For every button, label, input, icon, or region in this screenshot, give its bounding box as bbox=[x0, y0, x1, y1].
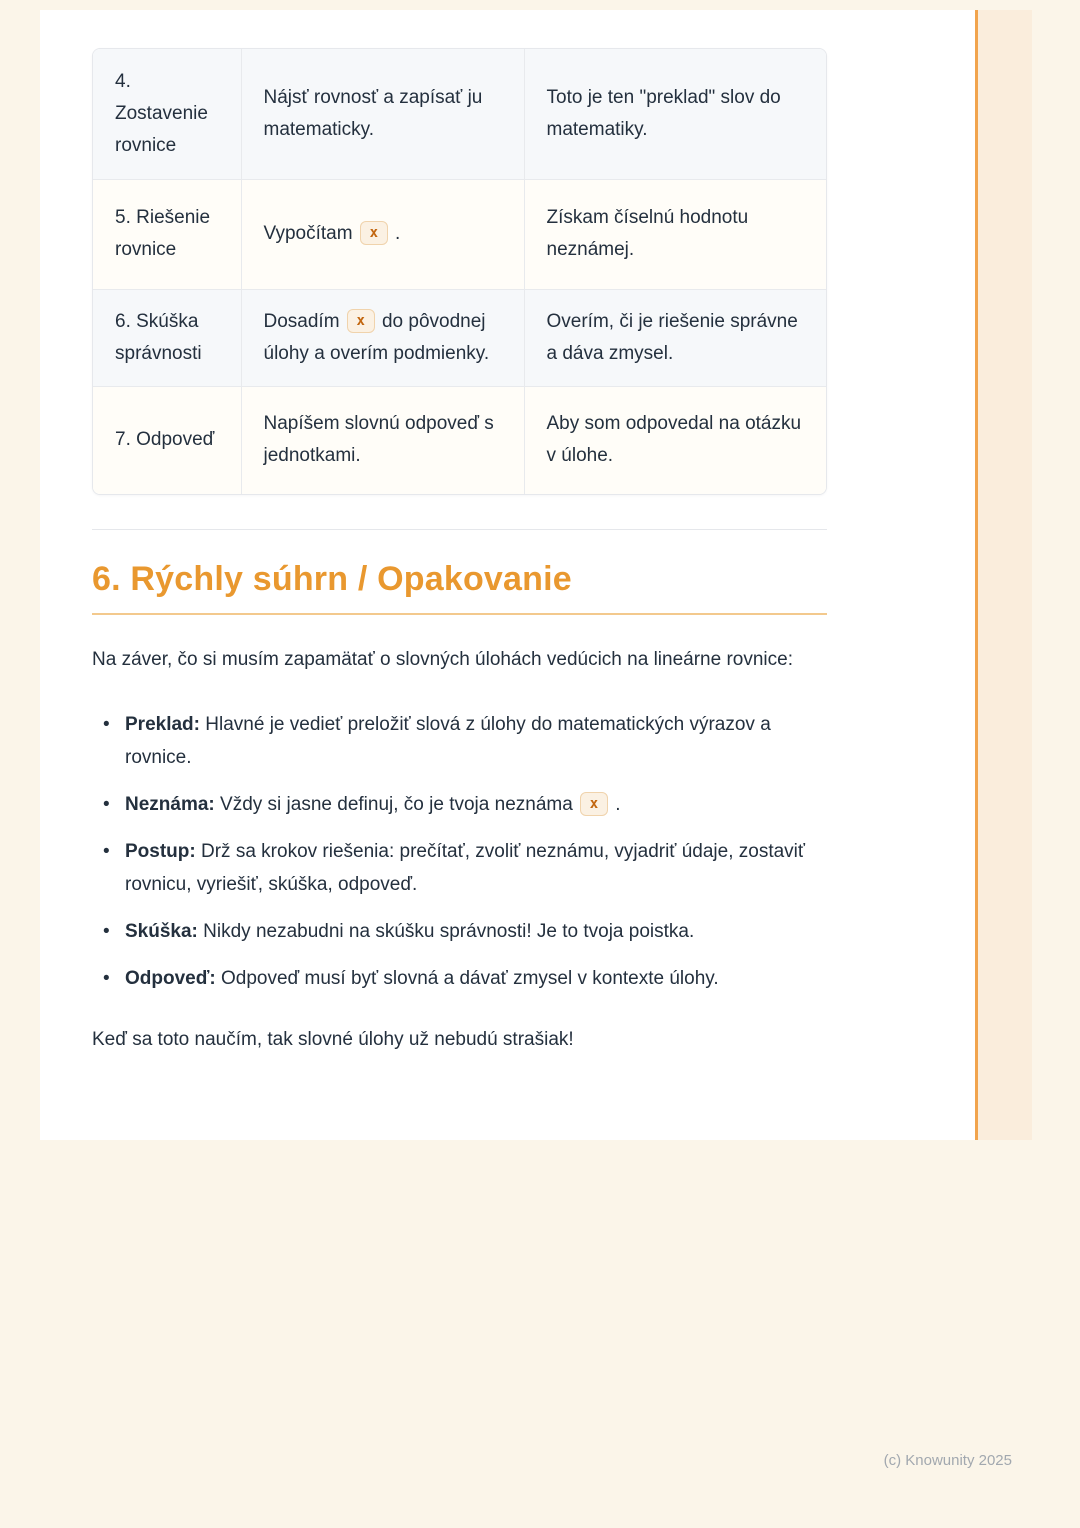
step-text: 6. Skúška správnosti bbox=[115, 310, 202, 364]
step-text: 5. Riešenie rovnice bbox=[115, 207, 211, 260]
cell-why bbox=[524, 289, 827, 386]
step-text: 7. Odpoveď bbox=[115, 429, 215, 451]
how-text: Napíšem slovnú odpoveď s jednotkami. bbox=[263, 413, 494, 467]
bullet-text: Drž sa krokov riešenia: prečítať, zvoliť neznámu, vyjadriť údaje, zostaviť rovnicu, vyriešiť, skúška, odpoveď. bbox=[125, 841, 806, 896]
bullet-text: Nikdy nezabudni na skúšku správnosti! Je to tvoja poistka. bbox=[203, 921, 695, 943]
how-text: Vypočítam bbox=[263, 223, 353, 245]
how-text: Dosadím bbox=[263, 310, 340, 332]
bullet-text: Hlavné je vedieť preložiť slová z úlohy do matematických výrazov a rovnice. bbox=[125, 714, 771, 769]
bullet-label: Postup: bbox=[125, 841, 196, 863]
bullet-text: . bbox=[615, 794, 621, 816]
section-heading: 6. Rýchly súhrn / Opakovanie bbox=[92, 560, 572, 598]
list-item bbox=[92, 962, 827, 995]
bullet-text: Odpoveď musí byť slovná a dávať zmysel v kontexte úlohy. bbox=[221, 968, 719, 990]
cell-step bbox=[93, 179, 241, 289]
table-row bbox=[93, 49, 827, 179]
cell-why bbox=[524, 49, 827, 179]
cell-step bbox=[93, 49, 241, 179]
cell-how bbox=[241, 289, 524, 386]
table-row bbox=[93, 386, 827, 494]
summary-list bbox=[92, 708, 827, 995]
how-text: . bbox=[395, 223, 401, 245]
document-content bbox=[40, 10, 975, 1140]
heading-underline bbox=[92, 613, 827, 615]
copyright-footer: (c) Knowunity 2025 bbox=[883, 1452, 1012, 1469]
bullet-label: Preklad: bbox=[125, 714, 200, 736]
table-row bbox=[93, 179, 827, 289]
cell-step bbox=[93, 289, 241, 386]
section-divider bbox=[92, 529, 827, 530]
x-variable-badge: x bbox=[580, 792, 608, 816]
list-item bbox=[92, 708, 827, 774]
table-row bbox=[93, 289, 827, 386]
cell-why bbox=[524, 386, 827, 494]
why-text: Overím, či je riešenie správne a dáva zmysel. bbox=[546, 310, 798, 364]
side-band bbox=[978, 10, 1032, 1140]
list-item bbox=[92, 915, 827, 948]
intro-paragraph: Na záver, čo si musím zapamätať o slovných úlohách vedúcich na lineárne rovnice: bbox=[92, 649, 793, 670]
x-variable-badge: x bbox=[347, 309, 375, 333]
step-text: 4. Zostavenie rovnice bbox=[115, 70, 208, 156]
cell-how bbox=[241, 386, 524, 494]
why-text: Aby som odpovedal na otázku v úlohe. bbox=[546, 413, 802, 467]
document-sheet bbox=[40, 10, 1032, 1140]
list-item bbox=[92, 788, 827, 821]
outro-paragraph: Keď sa toto naučím, tak slovné úlohy už nebudú strašiak! bbox=[92, 1029, 574, 1051]
why-text: Toto je ten "preklad" slov do matematiky. bbox=[546, 86, 781, 140]
bullet-label: Skúška: bbox=[125, 921, 198, 943]
bullet-label: Odpoveď: bbox=[125, 968, 216, 990]
cell-why bbox=[524, 179, 827, 289]
bullet-text: Vždy si jasne definuj, čo je tvoja neznáma bbox=[220, 794, 573, 816]
x-variable-badge: x bbox=[360, 221, 388, 245]
cell-step bbox=[93, 386, 241, 494]
cell-how bbox=[241, 49, 524, 179]
cell-how bbox=[241, 179, 524, 289]
how-text: Nájsť rovnosť a zapísať ju matematicky. bbox=[263, 86, 483, 140]
why-text: Získam číselnú hodnotu neznámej. bbox=[546, 207, 749, 260]
list-item bbox=[92, 835, 827, 901]
bullet-label: Neznáma: bbox=[125, 794, 215, 816]
how-text: do pôvodnej úlohy a overím podmienky. bbox=[263, 310, 490, 364]
steps-table bbox=[92, 48, 827, 495]
